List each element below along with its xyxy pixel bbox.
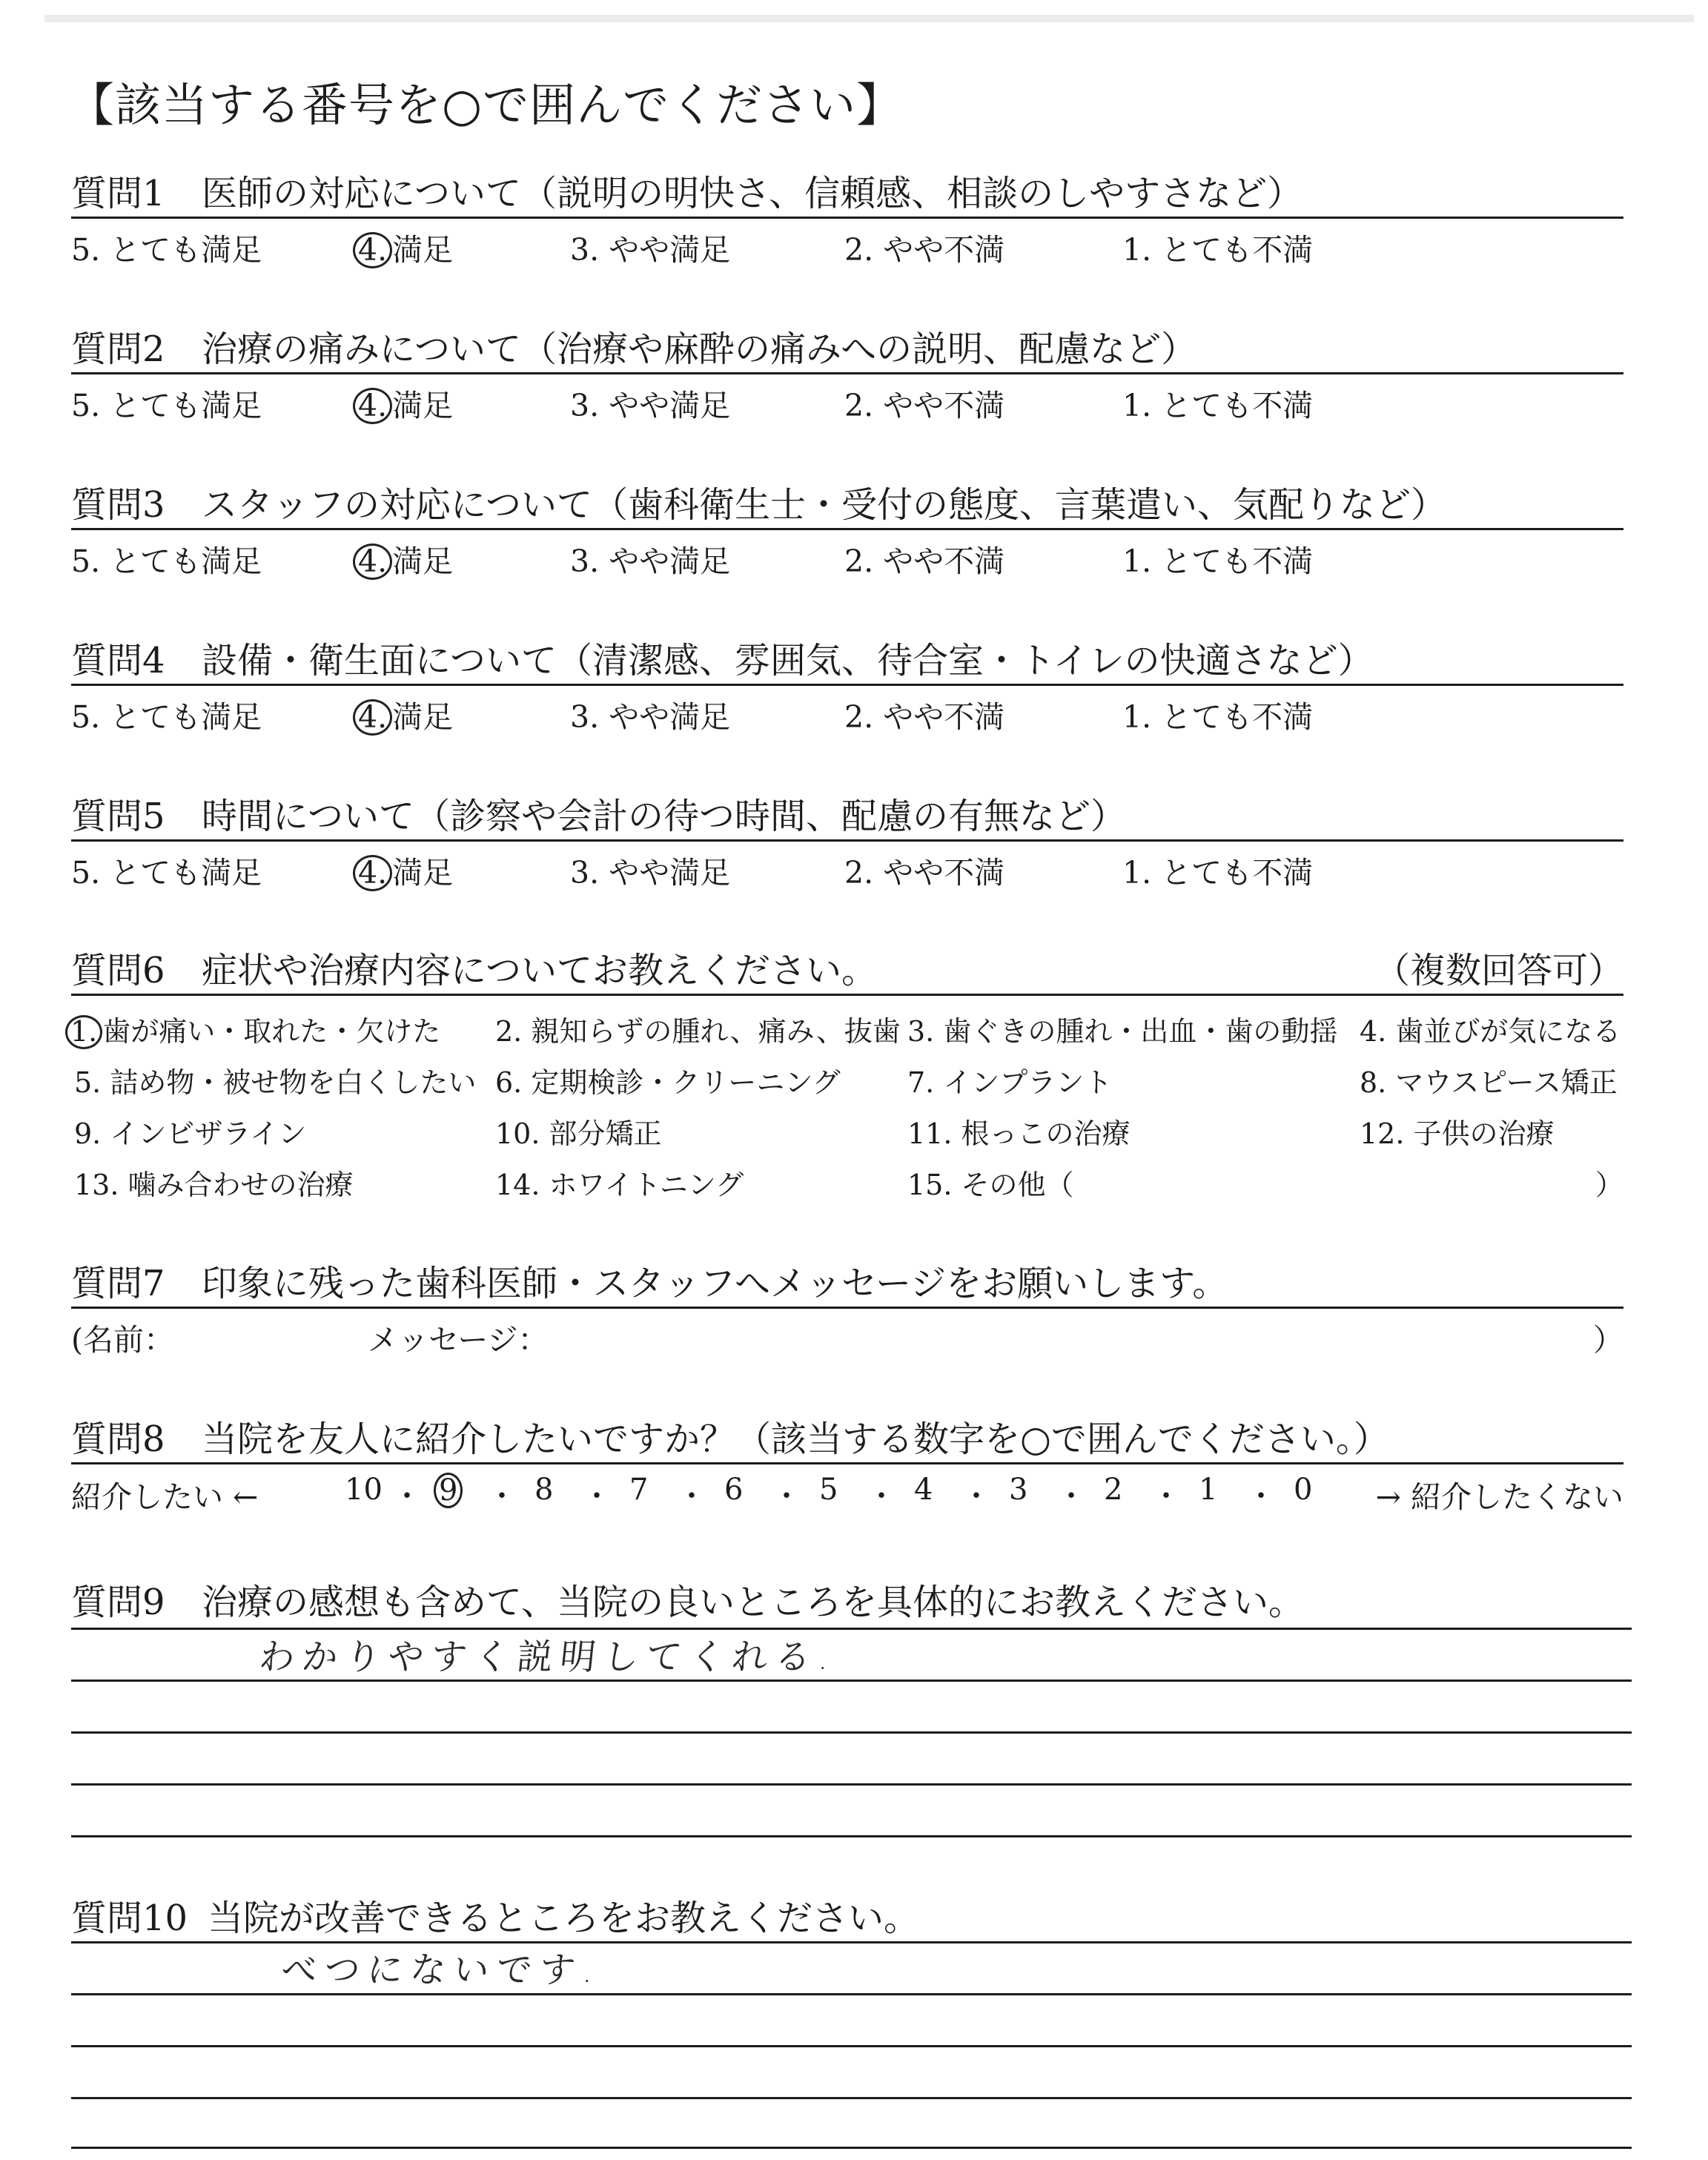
selection-circle: 4. [353,544,392,580]
rating-option-1[interactable]: 1. とても不満 [1122,855,1314,891]
rating-option-4-label: 満足 [392,388,454,423]
question-label: 質問9 [71,1582,165,1623]
question-heading [71,942,877,993]
scale-value-9[interactable] [440,1473,463,1508]
rating-option-5[interactable]: 5. とても満足 [71,388,262,423]
question-text: 治療の痛みについて（治療や麻酔の痛みへの説明、配慮など） [202,328,1197,370]
name-field-label: (名前： [71,1322,174,1358]
question-label: 質問2 [71,328,165,370]
rule-line [71,994,1623,996]
writing-line [71,1993,1632,1995]
scale-value-2[interactable]: 2 [1104,1473,1123,1507]
symptom-option-10[interactable]: 10. 部分矯正 [495,1117,662,1150]
rating-option-5[interactable]: 5. とても満足 [71,232,262,268]
selection-circle: 4. [353,232,392,268]
rating-option-3[interactable]: 3. やや満足 [570,699,731,735]
rating-option-3[interactable]: 3. やや満足 [570,544,731,579]
rating-option-2[interactable]: 2. やや不満 [844,855,1005,891]
scale-separator: ・ [867,1479,896,1513]
question-label: 質問6 [71,950,165,991]
question-label: 質問5 [71,796,165,837]
rating-option-4-label: 満足 [392,699,454,735]
symptom-option-15-other[interactable]: 15. その他（ [907,1169,1074,1201]
handwritten-answer-10[interactable]: べつにないです. [279,1949,603,1991]
rating-option-4-label: 満足 [392,544,454,579]
question-text: 印象に残った歯科医師・スタッフへメッセージをお願いします。 [202,1263,1228,1304]
writing-line [71,2147,1632,2149]
rating-option-3[interactable]: 3. やや満足 [570,232,731,268]
question-label: 質問3 [71,484,165,526]
question-label: 質問1 [71,173,165,214]
selection-circle: 4. [353,855,392,891]
question-heading [71,787,1126,839]
scale-separator: ・ [772,1479,801,1513]
writing-line [71,1783,1632,1786]
symptom-option-6[interactable]: 6. 定期検診・クリーニング [495,1066,841,1099]
question-heading [71,632,1374,683]
scale-value-4[interactable]: 4 [914,1473,933,1507]
scale-separator: ・ [487,1479,517,1513]
question-heading [71,1410,1389,1462]
rating-option-2[interactable]: 2. やや不満 [844,544,1005,579]
scale-value-1[interactable]: 1 [1199,1473,1218,1507]
writing-line [71,2045,1632,2047]
rating-option-1[interactable]: 1. とても不満 [1122,388,1314,423]
question-label: 質問4 [71,640,165,681]
scale-separator: ・ [1056,1479,1086,1513]
scale-separator: ・ [961,1479,991,1513]
question-heading [71,320,1196,371]
question-label: 質問7 [71,1263,165,1304]
scale-separator: ・ [392,1479,422,1513]
writing-line [71,2097,1632,2099]
question-text: 症状や治療内容についてお教えください。 [202,950,878,991]
recommend-left-label: 紹介したい ← [71,1479,259,1515]
symptom-option-11[interactable]: 11. 根っこの治療 [907,1117,1131,1150]
rating-option-4-selected[interactable] [359,848,453,892]
question-text: 当院を友人に紹介したいですか？（該当する数字を○で囲んでください。） [202,1418,1389,1460]
writing-line [71,1680,1632,1682]
scale-value-10[interactable]: 10 [345,1473,383,1507]
rule-line [71,528,1623,530]
rating-option-4-selected[interactable] [359,537,453,581]
rating-option-2[interactable]: 2. やや不満 [844,388,1005,423]
scale-value-7[interactable]: 7 [629,1473,649,1507]
selection-circle: 1. [65,1015,102,1049]
message-field-label: メッセージ： [368,1322,549,1358]
symptom-option-2[interactable]: 2. 親知らずの腫れ、痛み、抜歯 [495,1015,901,1048]
rating-option-3[interactable]: 3. やや満足 [570,388,731,423]
handwritten-answer-9[interactable]: わかりやすく説明してくれる. [256,1636,839,1678]
question-text: 設備・衛生面について（清潔感、雰囲気、待合室・トイレの快適さなど） [202,640,1374,681]
symptom-option-3[interactable]: 3. 歯ぐきの腫れ・出血・歯の動揺 [907,1015,1338,1048]
rule-line [71,372,1623,374]
symptom-option-12[interactable]: 12. 子供の治療 [1360,1117,1555,1150]
rating-option-5[interactable]: 5. とても満足 [71,699,262,735]
question-heading [71,476,1446,527]
page-title: 【該当する番号を○で囲んでください】 [68,78,904,132]
symptom-option-8[interactable]: 8. マウスピース矯正 [1360,1066,1618,1099]
symptom-option-7[interactable]: 7. インプラント [907,1066,1113,1099]
scale-separator: ・ [677,1479,706,1513]
question-text: 当院が改善できるところをお教えください。 [208,1898,920,1939]
rating-option-1[interactable]: 1. とても不満 [1122,232,1314,268]
selection-circle: 9 [434,1473,463,1508]
rule-line [71,217,1623,219]
question-label: 質問8 [71,1418,165,1460]
scale-value-6[interactable]: 6 [724,1473,744,1507]
top-border [44,15,1694,22]
symptom-option-1-label: 歯が痛い・取れた・欠けた [102,1015,441,1048]
symptom-option-4[interactable]: 4. 歯並びが気になる [1360,1015,1621,1048]
rating-option-4-selected[interactable] [359,225,453,269]
rating-option-3[interactable]: 3. やや満足 [570,855,731,891]
rule-line [71,684,1623,686]
question-heading [71,165,1302,216]
rating-option-5[interactable]: 5. とても満足 [71,544,262,579]
scale-value-3[interactable]: 3 [1009,1473,1028,1507]
scale-separator: ・ [1246,1479,1276,1513]
question-text: 医師の対応について（説明の明快さ、信頼感、相談のしやすさなど） [202,173,1303,214]
rating-option-4-selected[interactable] [359,381,453,425]
recommend-right-label: → 紹介したくない [1375,1479,1623,1515]
question-text: 治療の感想も含めて、当院の良いところを具体的にお教えください。 [202,1582,1305,1623]
scale-separator: ・ [582,1479,612,1513]
symptom-option-14[interactable]: 14. ホワイトニング [495,1169,744,1201]
rule-line [71,1462,1623,1464]
question-text: スタッフの対応について（歯科衛生士・受付の態度、言葉遣い、気配りなど） [202,484,1447,526]
scale-separator: ・ [1151,1479,1181,1513]
other-close-paren: ） [1595,1169,1623,1201]
rule-line [71,1307,1623,1309]
multiple-answer-note: （複数回答可） [1374,950,1623,991]
rating-option-1[interactable]: 1. とても不満 [1122,544,1314,579]
symptom-option-13[interactable]: 13. 噛み合わせの治療 [74,1169,354,1201]
rating-option-2[interactable]: 2. やや不満 [844,232,1005,268]
selection-circle: 4. [353,699,392,736]
writing-line [71,1731,1632,1734]
rating-option-5[interactable]: 5. とても満足 [71,855,262,891]
rating-option-2[interactable]: 2. やや不満 [844,699,1005,735]
symptom-option-9[interactable]: 9. インビザライン [74,1117,307,1150]
scale-value-0[interactable]: 0 [1294,1473,1313,1507]
question-heading [71,1573,1304,1625]
scale-value-5[interactable]: 5 [819,1473,838,1507]
rating-option-1[interactable]: 1. とても不満 [1122,699,1314,735]
symptom-option-5[interactable]: 5. 詰め物・被せ物を白くしたい [74,1066,477,1099]
question-heading [71,1255,1228,1306]
symptom-option-1-selected[interactable] [71,1008,440,1049]
rating-option-4-label: 満足 [392,232,454,268]
writing-line [71,1835,1632,1837]
rule-line [71,839,1623,842]
close-paren: ） [1593,1322,1623,1358]
question-text: 時間について（診察や会計の待つ時間、配慮の有無など） [202,796,1127,837]
question-heading [71,1889,919,1941]
question-label: 質問10 [71,1898,188,1939]
scale-value-8[interactable]: 8 [534,1473,554,1507]
rating-option-4-selected[interactable] [359,693,453,736]
selection-circle: 4. [353,388,392,424]
rating-option-4-label: 満足 [392,855,454,891]
